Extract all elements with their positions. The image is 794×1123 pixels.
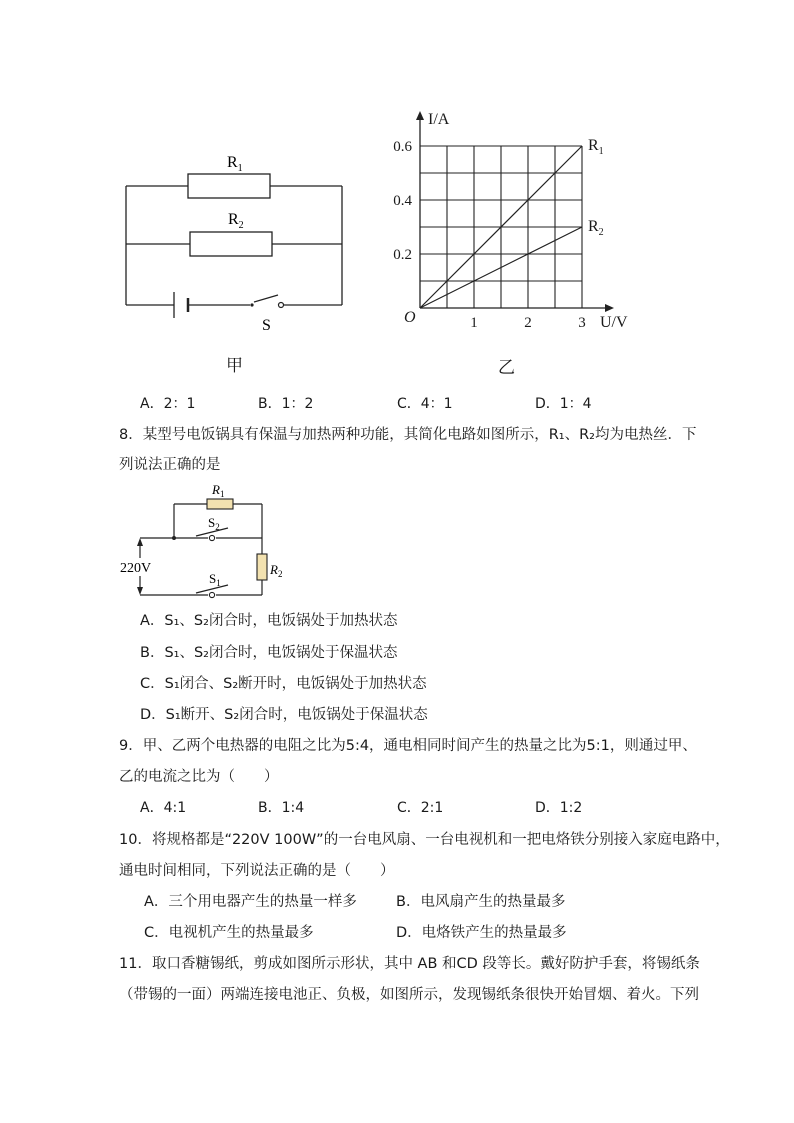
q7-option-b[interactable]: B．1：2 (258, 396, 314, 412)
q8-option-b[interactable]: B．S₁、S₂闭合时，电饭锅处于保温状态 (140, 645, 398, 661)
label-r1: $R_1$ (227, 154, 243, 174)
q8-stem-line1: 8．某型号电饭锅具有保温与加热两种功能，其简化电路如图所示，R₁、R₂均为电热丝．下 (119, 427, 697, 443)
q8-option-a[interactable]: A．S₁、S₂闭合时，电饭锅处于加热状态 (140, 613, 398, 629)
x-axis-title: U/V (600, 314, 628, 331)
label-voltage: 220V (120, 561, 152, 576)
q9-option-b[interactable]: B．1:4 (258, 800, 305, 816)
q8-stem-line2: 列说法正确的是 (119, 457, 221, 473)
q10-option-a[interactable]: A．三个用电器产生的热量一样多 (144, 894, 357, 910)
origin-label: O (404, 309, 416, 326)
q11-stem-line2: （带锡的一面）两端连接电池正、负极，如图所示，发现锡纸条很快开始冒烟、着火。下列 (119, 987, 699, 1003)
q8-option-c[interactable]: C．S₁闭合、S₂断开时，电饭锅处于加热状态 (140, 676, 427, 692)
label-r2: $R_2$ (228, 211, 244, 231)
caption-a: 甲 (226, 356, 243, 376)
series-label-r1: $R_1$ (588, 137, 604, 157)
q10-option-d[interactable]: D．电烙铁产生的热量最多 (396, 925, 567, 941)
y-tick-label: 0.6 (393, 139, 412, 155)
caption-b: 乙 (498, 358, 515, 378)
label-switch: S (262, 317, 271, 334)
q10-option-c[interactable]: C．电视机产生的热量最多 (144, 925, 314, 941)
q7-option-c[interactable]: C．4：1 (397, 396, 453, 412)
q10-option-b[interactable]: B．电风扇产生的热量最多 (396, 894, 566, 910)
svg-text:S2: $S_2$ (208, 515, 220, 532)
q9-stem-line2: 乙的电流之比为（ ） (119, 769, 279, 785)
q9-stem-line1: 9．甲、乙两个电热器的电阻之比为5:4，通电相同时间产生的热量之比为5:1，则通过甲、 (119, 738, 697, 754)
q10-stem-line1: 10．将规格都是“220V 100W”的一台电风扇、一台电视机和一把电烙铁分别接入家庭电路中， (119, 832, 730, 848)
x-tick-label: 1 (470, 315, 478, 331)
heater-r2 (257, 554, 267, 580)
series-label-r2: $R_2$ (588, 218, 604, 238)
q9-option-d[interactable]: D．1:2 (535, 800, 583, 816)
q9-option-c[interactable]: C．2:1 (397, 800, 444, 816)
svg-text:R1: $R_1$ (212, 482, 225, 499)
y-tick-label: 0.2 (393, 247, 412, 263)
y-tick-label: 0.4 (393, 193, 412, 209)
svg-text:R2: $R_2$ (270, 562, 283, 579)
q10-stem-line2: 通电时间相同，下列说法正确的是（ ） (119, 863, 395, 879)
q11-stem-line1: 11．取口香糖锡纸，剪成如图所示形状，其中 AB 和CD 段等长。戴好防护手套，将锡纸条 (119, 956, 700, 972)
x-tick-label: 3 (578, 315, 586, 331)
q7-option-a[interactable]: A．2：1 (140, 396, 196, 412)
heater-r1 (207, 499, 233, 509)
q8-option-d[interactable]: D．S₁断开、S₂闭合时，电饭锅处于保温状态 (140, 707, 428, 723)
svg-text:S1: $S_1$ (209, 571, 221, 588)
q9-option-a[interactable]: A．4:1 (140, 800, 187, 816)
y-axis-title: I/A (428, 111, 450, 128)
x-tick-label: 2 (524, 315, 532, 331)
q7-option-d[interactable]: D．1：4 (535, 396, 592, 412)
